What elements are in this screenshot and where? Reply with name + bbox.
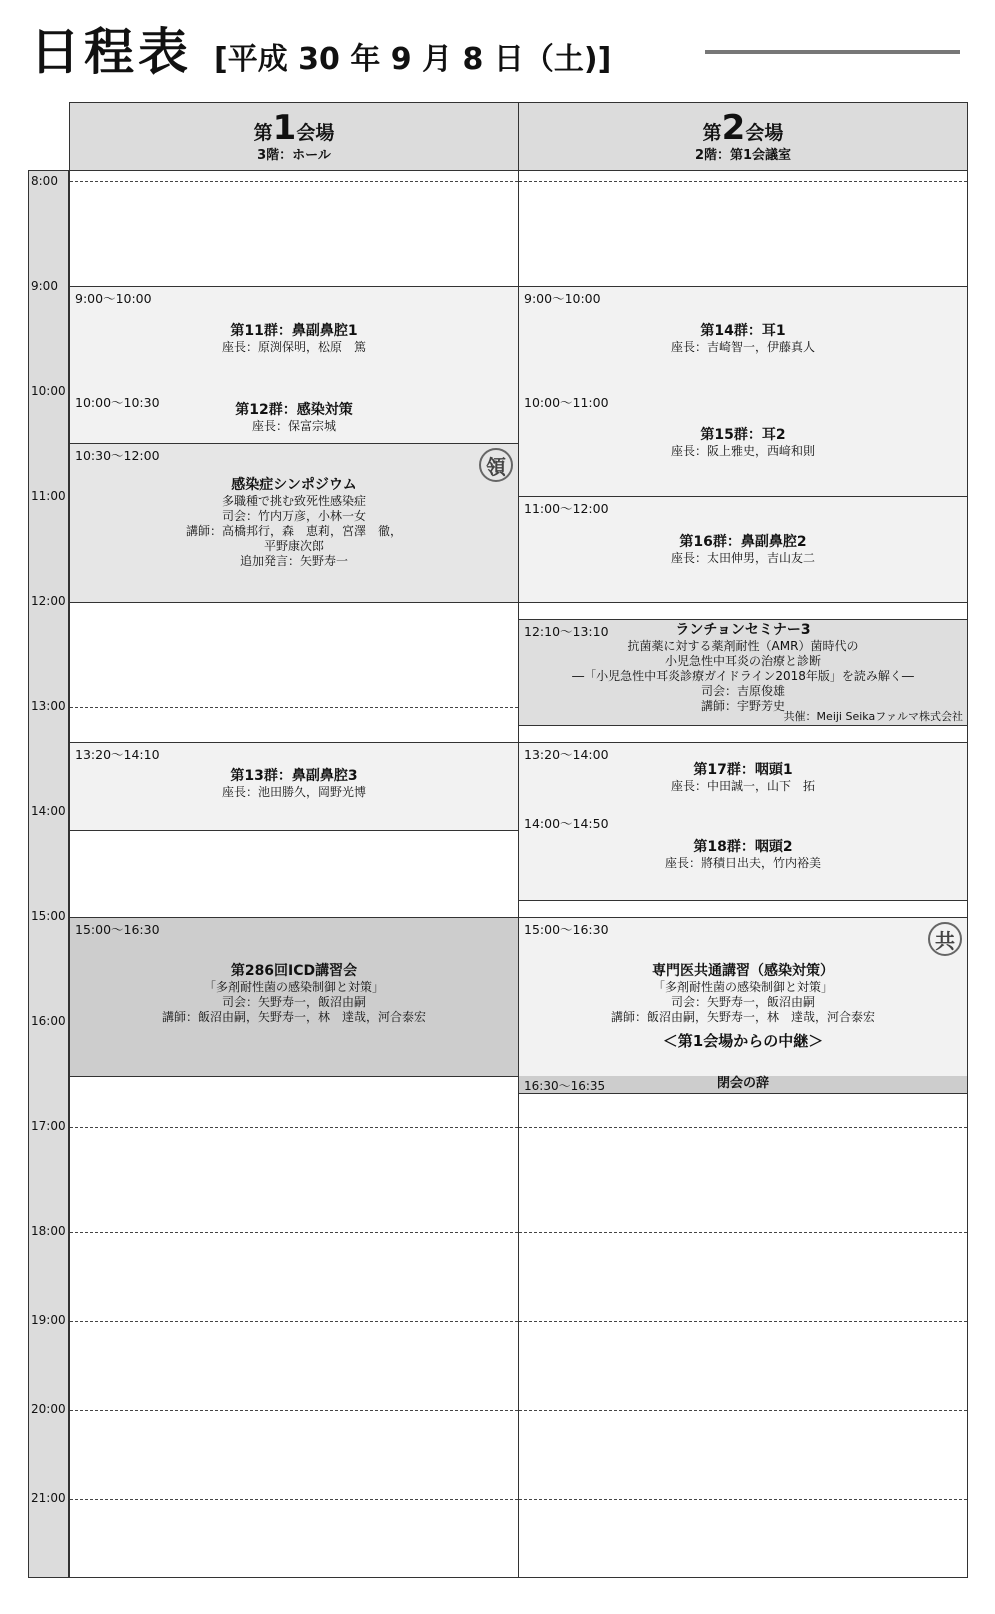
session-line: 平野康次郎 bbox=[263, 539, 324, 553]
session-title: 専門医共通講習（感染対策） bbox=[652, 963, 834, 979]
session-title: 第18群：咽頭2 bbox=[693, 839, 793, 855]
hour-line bbox=[70, 1321, 518, 1322]
session-title: 第15群：耳2 bbox=[700, 427, 786, 443]
time-label: 14:00 bbox=[31, 804, 66, 818]
time-label: 9:00 bbox=[31, 279, 58, 293]
time-label: 10:00 bbox=[31, 384, 66, 398]
session-chair: 座長：中田誠一，山下 拓 bbox=[670, 779, 815, 793]
time-label: 15:00 bbox=[31, 909, 66, 923]
session-time: 16:30〜16:35 bbox=[524, 1079, 606, 1093]
session-time: 13:20〜14:00 bbox=[524, 747, 609, 762]
session-line: 司会：矢野寿一，飯沼由嗣 bbox=[221, 995, 366, 1009]
time-label: 21:00 bbox=[31, 1491, 66, 1505]
session-time: 9:00〜10:00 bbox=[75, 291, 152, 306]
session-time: 14:00〜14:50 bbox=[524, 816, 609, 831]
session-block[interactable] bbox=[70, 917, 518, 1077]
session-block[interactable] bbox=[70, 742, 518, 831]
hour-line bbox=[519, 1321, 967, 1322]
hour-line bbox=[70, 1410, 518, 1411]
session-title: 第14群：耳1 bbox=[700, 323, 786, 339]
time-label: 19:00 bbox=[31, 1313, 66, 1327]
session-line: 講師：高橋邦行，森 恵莉，宮澤 徹， bbox=[185, 524, 402, 538]
session-line: 司会：竹内万彦，小林一女 bbox=[221, 509, 366, 523]
session-line: 多職種で挑む致死性感染症 bbox=[221, 494, 366, 508]
hour-line bbox=[70, 1232, 518, 1233]
session-time: 11:00〜12:00 bbox=[524, 501, 609, 516]
relay-note: ＜第1会場からの中継＞ bbox=[662, 1032, 824, 1050]
page-title: 日程表 bbox=[30, 23, 192, 81]
session-chair: 座長：阪上雅史，西﨑和則 bbox=[670, 444, 815, 458]
session-block[interactable] bbox=[519, 496, 967, 603]
session-block[interactable] bbox=[70, 391, 518, 444]
session-time: 15:00〜16:30 bbox=[75, 922, 160, 937]
time-label: 11:00 bbox=[31, 489, 66, 503]
time-label: 16:00 bbox=[31, 1014, 66, 1028]
session-block[interactable] bbox=[519, 286, 967, 392]
time-label: 13:00 bbox=[31, 699, 66, 713]
schedule-grid bbox=[28, 102, 968, 1578]
session-block[interactable] bbox=[519, 917, 967, 1077]
session-time: 10:00〜11:00 bbox=[524, 395, 609, 410]
room2-column bbox=[518, 102, 968, 1578]
session-chair: 座長：將積日出夫，竹内裕美 bbox=[664, 856, 821, 870]
session-time: 10:00〜10:30 bbox=[75, 395, 160, 410]
hour-line bbox=[519, 1127, 967, 1128]
session-line: 「多剤耐性菌の感染制御と対策」 bbox=[652, 980, 833, 994]
session-title: 第11群：鼻副鼻腔1 bbox=[230, 323, 358, 339]
badge-ryo-icon: 領 bbox=[479, 448, 513, 482]
time-label: 8:00 bbox=[31, 174, 58, 188]
hour-line bbox=[70, 181, 518, 182]
session-chair: 座長：吉崎智一，伊藤真人 bbox=[670, 340, 815, 354]
session-chair: 座長：保富宗城 bbox=[251, 419, 336, 433]
session-time: 13:20〜14:10 bbox=[75, 747, 160, 762]
session-line: 講師：宇野芳史 bbox=[700, 699, 785, 713]
session-block[interactable] bbox=[519, 812, 967, 901]
session-time: 10:30〜12:00 bbox=[75, 448, 160, 463]
session-line: 「多剤耐性菌の感染制御と対策」 bbox=[203, 980, 384, 994]
sponsor-note: 共催：Meiji Seikaファルマ株式会社 bbox=[783, 710, 963, 723]
page-title-area bbox=[30, 22, 611, 82]
title-rule bbox=[705, 50, 960, 54]
session-line: 小児急性中耳炎の治療と診断 bbox=[664, 654, 821, 668]
session-line: ―「小児急性中耳炎診療ガイドライン2018年版」を読み解く― bbox=[572, 669, 914, 683]
room1-column bbox=[69, 102, 519, 1578]
session-title: 閉会の辞 bbox=[716, 1076, 769, 1091]
session-line: 司会：吉原俊雄 bbox=[700, 684, 785, 698]
room1-header: 第1会場 3階：ホール bbox=[70, 103, 518, 171]
session-block[interactable] bbox=[519, 742, 967, 813]
time-label: 12:00 bbox=[31, 594, 66, 608]
session-block[interactable] bbox=[519, 619, 967, 726]
room1-floor: 3階：ホール bbox=[257, 148, 331, 163]
hour-line bbox=[519, 1499, 967, 1500]
session-title: 第16群：鼻副鼻腔2 bbox=[679, 534, 807, 550]
session-block[interactable] bbox=[519, 391, 967, 497]
session-title: 第13群：鼻副鼻腔3 bbox=[230, 768, 358, 784]
session-line: 抗菌薬に対する薬剤耐性（AMR）菌時代の bbox=[627, 639, 859, 653]
session-line: 司会：矢野寿一，飯沼由嗣 bbox=[670, 995, 815, 1009]
session-title: 第17群：咽頭1 bbox=[693, 762, 793, 778]
hour-line bbox=[70, 1499, 518, 1500]
session-title: 感染症シンポジウム bbox=[231, 477, 357, 493]
hour-line bbox=[519, 181, 967, 182]
session-time: 9:00〜10:00 bbox=[524, 291, 601, 306]
session-block[interactable] bbox=[70, 286, 518, 392]
badge-kyo-icon: 共 bbox=[928, 922, 962, 956]
session-chair: 座長：原渕保明，松原 篤 bbox=[221, 340, 366, 354]
session-title: 第12群：感染対策 bbox=[235, 402, 353, 418]
hour-line bbox=[70, 1127, 518, 1128]
page-date: [平成 30 年 9 月 8 日（土)] bbox=[214, 42, 612, 77]
time-label: 18:00 bbox=[31, 1224, 66, 1238]
room2-header: 第2会場 2階：第1会議室 bbox=[519, 103, 967, 171]
session-title: ランチョンセミナー3 bbox=[675, 622, 811, 638]
time-label: 20:00 bbox=[31, 1402, 66, 1416]
session-chair: 座長：太田伸男，吉山友二 bbox=[670, 551, 815, 565]
session-line: 講師：飯沼由嗣，矢野寿一，林 達哉，河合泰宏 bbox=[161, 1010, 426, 1024]
session-time: 15:00〜16:30 bbox=[524, 922, 609, 937]
time-label: 17:00 bbox=[31, 1119, 66, 1133]
hour-line bbox=[519, 1232, 967, 1233]
hour-line bbox=[519, 1410, 967, 1411]
session-time: 12:10〜13:10 bbox=[524, 624, 609, 639]
closing-block[interactable] bbox=[519, 1076, 967, 1094]
session-title: 第286回ICD講習会 bbox=[230, 963, 358, 979]
session-chair: 座長：池田勝久，岡野光博 bbox=[221, 785, 366, 799]
session-block[interactable] bbox=[70, 443, 518, 603]
session-line: 講師：飯沼由嗣，矢野寿一，林 達哉，河合泰宏 bbox=[610, 1010, 875, 1024]
hour-line bbox=[70, 707, 518, 708]
session-line: 追加発言：矢野寿一 bbox=[239, 554, 348, 568]
time-column bbox=[28, 170, 69, 1578]
room2-floor: 2階：第1会議室 bbox=[694, 148, 792, 163]
